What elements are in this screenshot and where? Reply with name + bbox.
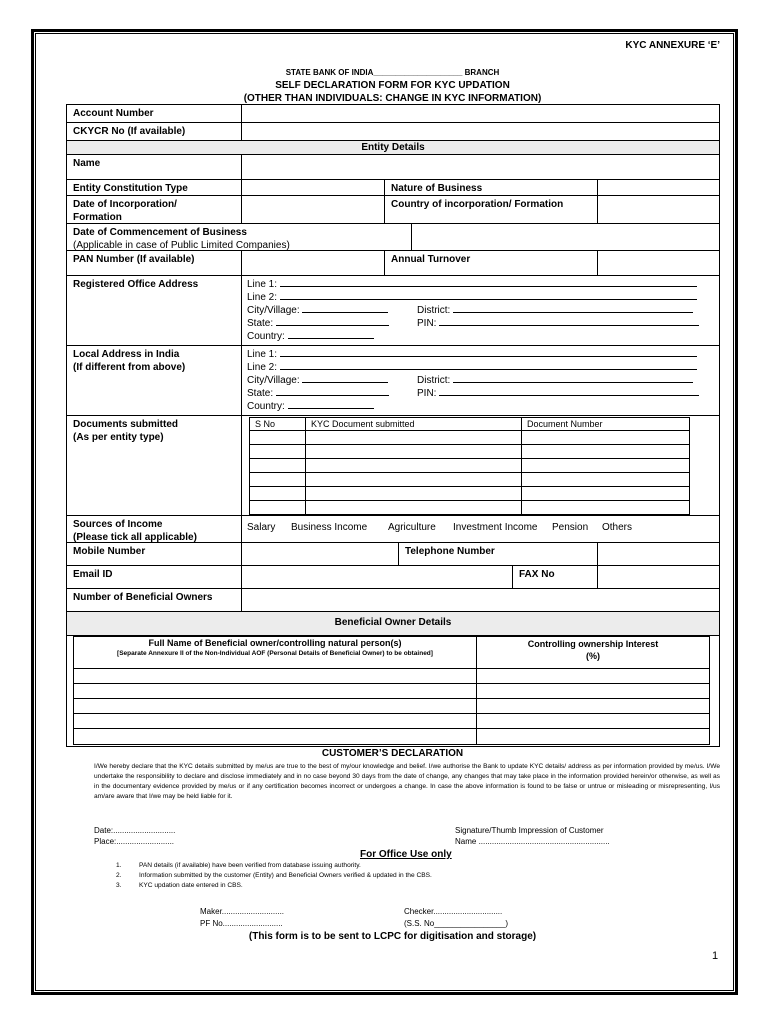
date-of-incorporation-label: Date of Incorporation/ Formation <box>66 195 242 224</box>
office-use-title: For Office Use only <box>360 849 452 860</box>
beneficial-name-cell[interactable] <box>73 713 477 729</box>
doc-cell[interactable] <box>305 486 522 501</box>
office-item-number: 3. <box>116 882 122 889</box>
customer-name-field[interactable]: Name ........................................................... <box>455 837 610 846</box>
doc-cell[interactable] <box>305 472 522 487</box>
sources-of-income-label: Sources of Income (Please tick all applicable) <box>66 515 242 543</box>
ss-no-field[interactable]: (S.S. No________________) <box>404 919 509 928</box>
local-state-field[interactable]: State: <box>247 387 389 400</box>
doc-cell[interactable] <box>521 486 690 501</box>
doc-header-document: KYC Document submitted <box>305 417 522 431</box>
doc-cell[interactable] <box>249 458 306 473</box>
entity-constitution-field[interactable] <box>241 179 385 196</box>
doc-cell[interactable] <box>521 500 690 515</box>
mobile-label: Mobile Number <box>66 542 242 566</box>
commencement-field[interactable] <box>411 223 720 251</box>
account-number-field[interactable] <box>241 104 720 123</box>
date-of-incorporation-field[interactable] <box>241 195 385 224</box>
office-item-number: 2. <box>116 872 122 879</box>
reg-country-field[interactable]: Country: <box>247 330 374 343</box>
doc-cell[interactable] <box>305 444 522 459</box>
beneficial-owner-details-header: Beneficial Owner Details <box>66 611 720 636</box>
annexure-label: KYC ANNEXURE ‘E’ <box>625 40 720 51</box>
entity-details-header: Entity Details <box>66 140 720 155</box>
beneficial-interest-cell[interactable] <box>476 728 710 745</box>
beneficial-interest-cell[interactable] <box>476 698 710 714</box>
beneficial-name-cell[interactable] <box>73 698 477 714</box>
doc-cell[interactable] <box>305 430 522 445</box>
beneficial-col1-header: Full Name of Beneficial owner/controlling natural person(s) [Separate Annexure II of the Non-Individual AOF (Personal Details of Beneficial Owner) to be obtained] <box>73 636 477 669</box>
reg-district-field[interactable]: District: <box>417 304 693 317</box>
local-line1-field[interactable]: Line 1: <box>247 348 697 361</box>
account-number-label: Account Number <box>66 104 242 123</box>
pf-no-field[interactable]: PF No........................... <box>200 919 283 928</box>
entity-constitution-label: Entity Constitution Type <box>66 179 242 196</box>
doc-cell[interactable] <box>521 430 690 445</box>
local-country-field[interactable]: Country: <box>247 400 374 413</box>
beneficial-interest-cell[interactable] <box>476 683 710 699</box>
income-option-business[interactable]: Business Income <box>291 522 368 533</box>
reg-line2-field[interactable]: Line 2: <box>247 291 697 304</box>
income-option-pension[interactable]: Pension <box>552 522 589 533</box>
local-line2-field[interactable]: Line 2: <box>247 361 697 374</box>
nature-of-business-label: Nature of Business <box>384 179 598 196</box>
telephone-label: Telephone Number <box>398 542 598 566</box>
telephone-field[interactable] <box>597 542 720 566</box>
reg-state-field[interactable]: State: <box>247 317 389 330</box>
office-item: PAN details (if available) have been verified from database issuing authority. <box>139 862 361 869</box>
place-field[interactable]: Place:.......................... <box>94 837 175 846</box>
declaration-text: I/We hereby declare that the KYC details submitted by me/us are true to the best of my/our knowledge and belief. I/we authorise the Bank to update KYC details/ address as per information provided by me/us. I/We undertake the responsibility to declare and disclose immediately and in no case beyond 30 days from the date of change, any changes that may take place in the information provided herein/or otherwise, as well as in the documentary evidence provided by me/us or if any certification becomes incorrect or undergoes a change. In case the above information is found to be false or untrue or misleading or misrepresenting, I/us am/are aware that I/we may be held liable for it. <box>94 763 720 800</box>
doc-cell[interactable] <box>521 444 690 459</box>
local-pin-field[interactable]: PIN: <box>417 387 699 400</box>
nature-of-business-field[interactable] <box>597 179 720 196</box>
annual-turnover-label: Annual Turnover <box>384 250 598 276</box>
doc-cell[interactable] <box>249 486 306 501</box>
beneficial-name-cell[interactable] <box>73 683 477 699</box>
registered-office-label: Registered Office Address <box>66 275 242 346</box>
doc-cell[interactable] <box>249 444 306 459</box>
pan-field[interactable] <box>241 250 385 276</box>
reg-line1-field[interactable]: Line 1: <box>247 278 697 291</box>
beneficial-owners-count-field[interactable] <box>241 588 720 612</box>
beneficial-interest-cell[interactable] <box>476 668 710 684</box>
doc-cell[interactable] <box>249 430 306 445</box>
beneficial-name-cell[interactable] <box>73 668 477 684</box>
local-city-field[interactable]: City/Village: <box>247 374 388 387</box>
checker-field[interactable]: Checker............................... <box>404 907 503 916</box>
documents-label: Documents submitted (As per entity type) <box>66 415 242 516</box>
pan-label: PAN Number (If available) <box>66 250 242 276</box>
ckycr-field[interactable] <box>241 122 720 141</box>
footer-note: (This form is to be sent to LCPC for digitisation and storage) <box>248 931 537 942</box>
bank-branch-line: STATE BANK OF INDIA____________________ BRANCH <box>285 68 500 77</box>
income-option-salary[interactable]: Salary <box>247 522 276 533</box>
ckycr-label: CKYCR No (If available) <box>66 122 242 141</box>
beneficial-interest-cell[interactable] <box>476 713 710 729</box>
maker-field[interactable]: Maker............................ <box>200 907 285 916</box>
country-of-incorporation-label: Country of incorporation/ Formation <box>384 195 598 224</box>
doc-cell[interactable] <box>249 500 306 515</box>
reg-city-field[interactable]: City/Village: <box>247 304 388 317</box>
beneficial-owners-count-label: Number of Beneficial Owners <box>66 588 242 612</box>
declaration-title: CUSTOMER’S DECLARATION <box>321 748 464 759</box>
doc-header-number: Document Number <box>521 417 690 431</box>
local-address-label: Local Address in India (If different from above) <box>66 345 242 416</box>
doc-cell[interactable] <box>305 500 522 515</box>
doc-cell[interactable] <box>521 472 690 487</box>
email-field[interactable] <box>241 565 513 589</box>
doc-cell[interactable] <box>305 458 522 473</box>
date-field[interactable]: Date:............................ <box>94 826 176 835</box>
office-item: KYC updation date entered in CBS. <box>139 882 243 889</box>
office-item: Information submitted by the customer (Entity) and Beneficial Owners verified & updated in the CBS. <box>139 872 432 879</box>
income-option-agriculture[interactable]: Agriculture <box>388 522 436 533</box>
form-subtitle: (OTHER THAN INDIVIDUALS: CHANGE IN KYC INFORMATION) <box>243 93 542 104</box>
office-item-number: 1. <box>116 862 122 869</box>
beneficial-name-cell[interactable] <box>73 728 477 745</box>
name-label: Name <box>66 154 242 180</box>
doc-cell[interactable] <box>521 458 690 473</box>
name-field[interactable] <box>241 154 720 180</box>
beneficial-col2-header: Controlling ownership Interest (%) <box>476 636 710 669</box>
fax-label: FAX No <box>512 565 598 589</box>
doc-header-sno: S No <box>249 417 306 431</box>
doc-cell[interactable] <box>249 472 306 487</box>
mobile-field[interactable] <box>241 542 399 566</box>
annual-turnover-field[interactable] <box>597 250 720 276</box>
page-number: 1 <box>712 950 719 962</box>
reg-pin-field[interactable]: PIN: <box>417 317 699 330</box>
email-label: Email ID <box>66 565 242 589</box>
local-district-field[interactable]: District: <box>417 374 693 387</box>
income-option-others[interactable]: Others <box>602 522 633 533</box>
fax-field[interactable] <box>597 565 720 589</box>
signature-field[interactable]: Signature/Thumb Impression of Customer <box>455 826 604 835</box>
form-title: SELF DECLARATION FORM FOR KYC UPDATION <box>275 80 510 91</box>
commencement-label: Date of Commencement of Business (Applicable in case of Public Limited Companies) <box>66 223 412 251</box>
income-option-investment[interactable]: Investment Income <box>453 522 538 533</box>
country-of-incorporation-field[interactable] <box>597 195 720 224</box>
